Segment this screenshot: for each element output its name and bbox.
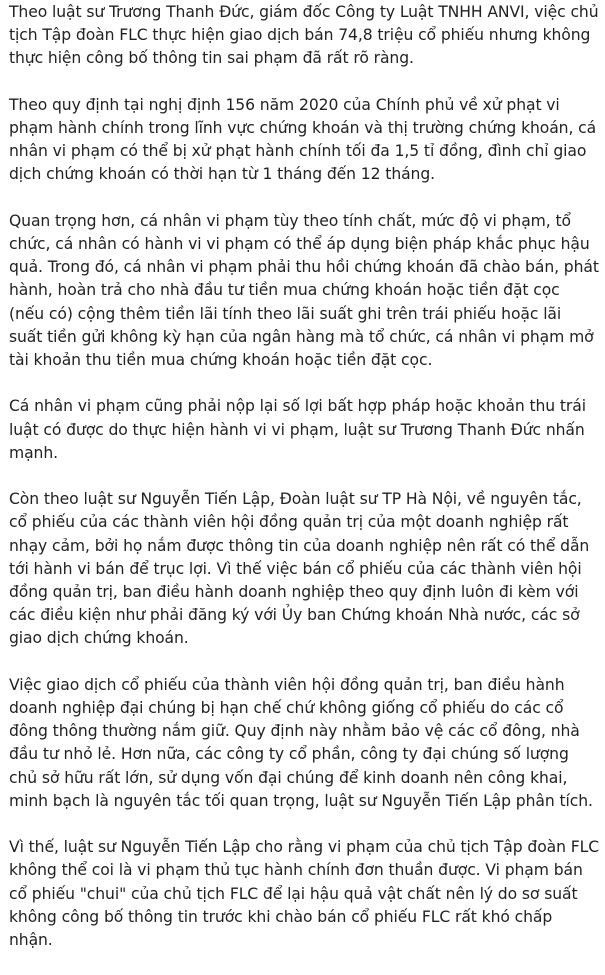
paragraph-7: Vì thế, luật sư Nguyễn Tiến Lập cho rằng vi phạm của chủ tịch Tập đoàn FLC không thể coi là vi phạm thủ tục hành chính đơn thuần được. Vi phạm bán cổ phiếu "chui" của chủ tịch FLC để lại hậu quả vật chất nên lý do sơ suất không công bố thông tin trước khi chào bán cổ phiếu FLC rất khó chấp nhận.: [9, 838, 599, 950]
paragraph-5: Còn theo luật sư Nguyễn Tiến Lập, Đoàn luật sư TP Hà Nội, về nguyên tắc, cổ phiếu của các thành viên hội đồng quản trị của một doanh nghiệp rất nhạy cảm, bởi họ nắm được thông tin của doanh nghiệp nên rất có thể dẫn tới hành vi bán để trục lợi. Vì thế việc bán cổ phiếu của các thành viên hội đồng quản trị, ban điều hành doanh nghiệp theo quy định luôn đi kèm với các điều kiện như phải đăng ký với Ủy ban Chứng khoán Nhà nước, các sở giao dịch chứng khoán.: [9, 490, 590, 648]
paragraph-1: Theo luật sư Trương Thanh Đức, giám đốc Công ty Luật TNHH ANVI, việc chủ tịch Tập đoàn FLC thực hiện giao dịch bán 74,8 triệu cổ phiếu nhưng không thực hiện công bố thông tin sai phạm đã rất rõ ràng.: [9, 3, 599, 68]
paragraph-6: Việc giao dịch cổ phiếu của thành viên hội đồng quản trị, ban điều hành doanh nghiệp đại chúng bị hạn chế chứ không giống cổ phiếu do các cổ đông thông thường nắm giữ. Quy định này nhằm bảo vệ các cổ đông, nhà đầu tư nhỏ lẻ. Hơn nữa, các công ty cổ phần, công ty đại chúng số lượng chủ sở hữu rất lớn, sử dụng vốn đại chúng để kinh doanh nên công khai, minh bạch là nguyên tắc tối quan trọng, luật sư Nguyễn Tiến Lập phân tích.: [9, 675, 593, 810]
article-body: [9, 0, 599, 975]
paragraph-4: Cá nhân vi phạm cũng phải nộp lại số lợi bất hợp pháp hoặc khoản thu trái luật có được do thực hiện hành vi vi phạm, luật sư Trương Thanh Đức nhấn mạnh.: [9, 397, 586, 462]
paragraph-3: Quan trọng hơn, cá nhân vi phạm tùy theo tính chất, mức độ vi phạm, tổ chức, cá nhân có hành vi vi phạm có thể áp dụng biện pháp khắc phục hậu quả. Trong đó, cá nhân vi phạm phải thu hồi chứng khoán đã chào bán, phát hành, hoàn trả cho nhà đầu tư tiền mua chứng khoán hoặc tiền đặt cọc (nếu có) cộng thêm tiền lãi tính theo lãi suất ghi trên trái phiếu hoặc lãi suất tiền gửi không kỳ hạn của ngân hàng mà tổ chức, cá nhân vi phạm mở tài khoản thu tiền mua chứng khoán hoặc tiền đặt cọc.: [9, 211, 599, 370]
paragraph-2: Theo quy định tại nghị định 156 năm 2020 của Chính phủ về xử phạt vi phạm hành chính trong lĩnh vực chứng khoán và thị trường chứng khoán, cá nhân vi phạm có thể bị xử phạt hành chính tối đa 1,5 tỉ đồng, đình chỉ giao dịch chứng khoán có thời hạn từ 1 tháng đến 12 tháng.: [9, 95, 597, 184]
